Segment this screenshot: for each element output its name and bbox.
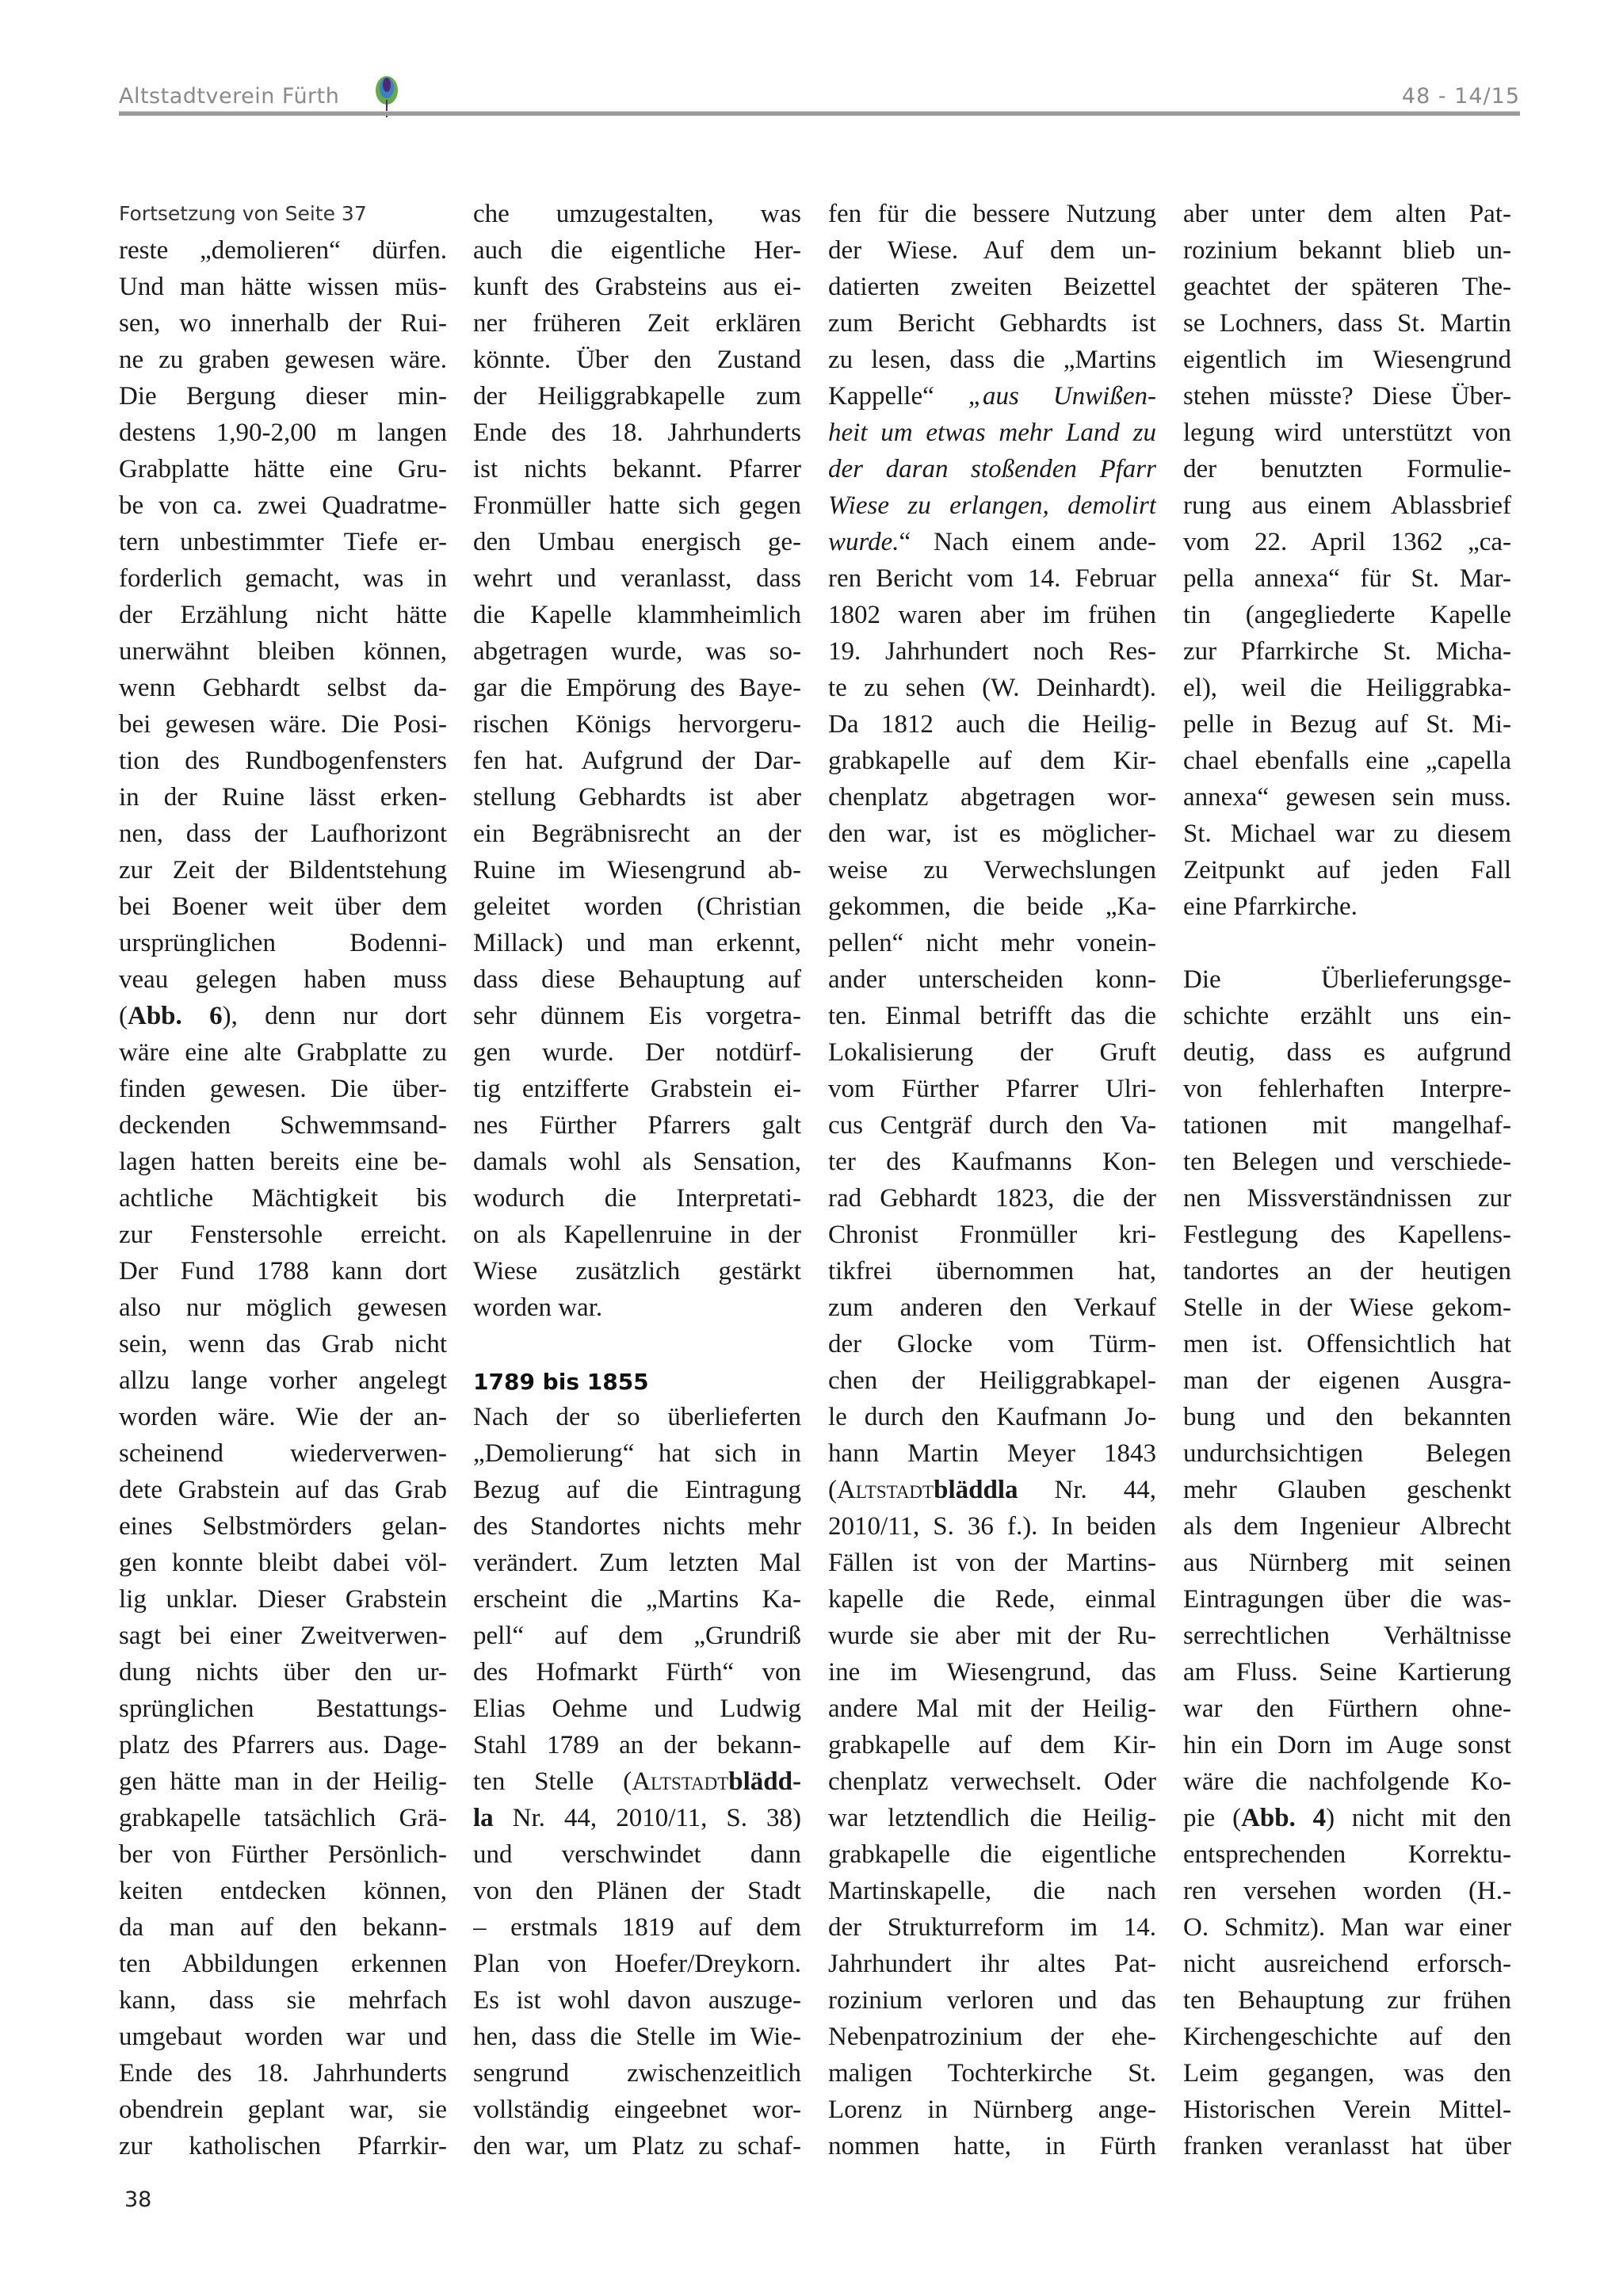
text-line: die Kapelle klammheimlich <box>473 601 801 629</box>
text-line: chael ebenfalls eine „capella <box>1183 747 1511 775</box>
text-line: Elias Oehme und Ludwig <box>473 1694 801 1723</box>
text-column-3 <box>828 196 1156 2164</box>
text-line: erscheint die „Martins Ka- <box>473 1585 801 1614</box>
text-line: Eintragungen über die was- <box>1183 1585 1511 1614</box>
text-line: aus Nürnberg mit seinen <box>1183 1549 1511 1577</box>
text-line: Nach der so überlieferten <box>473 1403 801 1431</box>
text-line: wehrt und veranlasst, dass <box>473 564 801 593</box>
text-line: sehr dünnem Eis vorgetra- <box>473 1002 801 1030</box>
reference-line <box>473 1800 801 1836</box>
text-line: ren Bericht vom 14. Februar <box>828 564 1156 593</box>
text-line: grabkapelle die eigentliche <box>828 1840 1156 1869</box>
text-line: wäre eine alte Grabplatte zu <box>119 1038 447 1067</box>
text-line: zu lesen, dass die „Martins <box>828 346 1156 374</box>
quote-prefix: Kappelle“ <box>828 382 968 411</box>
text-line: kapelle die Rede, einmal <box>828 1585 1156 1614</box>
text-line: Die Bergung dieser min- <box>119 382 447 411</box>
ref-text: ( <box>828 1476 837 1504</box>
text-line: on als Kapellenruine in der <box>473 1221 801 1249</box>
ref-text: Nr. 44, 2010/11, S. 38) <box>493 1804 801 1832</box>
text-line: be von ca. zwei Quadratme- <box>119 491 447 520</box>
continuation-note: Fortsetzung von Seite 37 <box>119 202 367 225</box>
text-line: fen hat. Aufgrund der Dar- <box>473 747 801 775</box>
text-line: worden wäre. Wie der an- <box>119 1403 447 1431</box>
text-line: da man auf den bekann- <box>119 1913 447 1942</box>
text-line: gen konnte bleibt dabei völ- <box>119 1549 447 1577</box>
text-line: gen hätte man in der Heilig- <box>119 1767 447 1796</box>
page-number: 38 <box>124 2187 152 2212</box>
header-rule <box>119 111 1520 116</box>
text-line: Ende des 18. Jahrhunderts <box>119 2059 447 2088</box>
text-line: serrechtlichen Verhältnisse <box>1183 1622 1511 1650</box>
text-line: von fehlerhaften Interpre- <box>1183 1075 1511 1103</box>
text-line: als dem Ingenieur Albrecht <box>1183 1512 1511 1541</box>
column-4-paragraph-1 <box>1183 196 1511 925</box>
text-line: nommen hatte, in Fürth <box>828 2132 1156 2160</box>
text-line: heit um etwas mehr Land zu <box>828 418 1156 447</box>
text-line: ten. Einmal betrifft das die <box>828 1002 1156 1030</box>
text-line: datierten zweiten Beizettel <box>828 273 1156 301</box>
quote-end-line <box>828 524 1156 560</box>
text-line: geachtet der späteren The- <box>1183 273 1511 301</box>
text-line: Fronmüller hatte sich gegen <box>473 491 801 520</box>
text-line: zur Fenstersohle erreicht. <box>119 1221 447 1249</box>
text-line: ine im Wiesengrund, das <box>828 1658 1156 1687</box>
text-line: gekommen, die beide „Ka- <box>828 892 1156 921</box>
text-line: dung nichts über den ur- <box>119 1658 447 1687</box>
text-line: dete Grabstein auf das Grab <box>119 1476 447 1504</box>
text-line: man der eigenen Ausgra- <box>1183 1366 1511 1395</box>
text-line: entsprechenden Korrektu- <box>1183 1840 1511 1869</box>
text-line: ter des Kaufmanns Kon- <box>828 1148 1156 1176</box>
text-line: auch die eigentliche Her- <box>473 236 801 265</box>
text-line: platz des Pfarrers aus. Dage- <box>119 1731 447 1759</box>
text-line: war den Fürthern ohne- <box>1183 1694 1511 1723</box>
text-line: schichte erzählt uns ein- <box>1183 1002 1511 1030</box>
ref-text: ) nicht mit den <box>1326 1804 1511 1832</box>
text-line: tern unbestimmter Tiefe er- <box>119 528 447 556</box>
text-line: rozinium bekannt blieb un- <box>1183 236 1511 265</box>
text-line: hen, dass die Stelle im Wie- <box>473 2023 801 2051</box>
quote-italic: „aus Unwißen- <box>968 382 1156 411</box>
text-line: Da 1812 auch die Heilig- <box>828 710 1156 739</box>
text-line: damals wohl als Sensation, <box>473 1148 801 1176</box>
publisher-name: Altstadtverein Fürth <box>119 84 340 109</box>
text-line: scheinend wiederverwen- <box>119 1439 447 1468</box>
text-line: zur Zeit der Bildentstehung <box>119 856 447 884</box>
text-line: nicht ausreichend erforsch- <box>1183 1950 1511 1978</box>
text-line: veau gelegen haben muss <box>119 965 447 994</box>
text-line: rozinium verloren und das <box>828 1986 1156 2015</box>
text-line: nen Missverständnissen zur <box>1183 1184 1511 1213</box>
text-line: in der Ruine lässt erken- <box>119 783 447 812</box>
quote-line <box>828 378 1156 415</box>
text-line: 1802 waren aber im frühen <box>828 601 1156 629</box>
text-line: chenplatz abgetragen wor- <box>828 783 1156 812</box>
text-line: Martinskapelle, die nach <box>828 1877 1156 1905</box>
quote-rest: “ Nach einem ande- <box>899 528 1156 556</box>
text-line: Historischen Verein Mittel- <box>1183 2095 1511 2124</box>
text-line: el), weil die Heiliggrabka- <box>1183 674 1511 702</box>
text-line: lagen hatten bereits eine be- <box>119 1148 447 1176</box>
text-line: der daran stoßenden Pfarr <box>828 455 1156 483</box>
text-line: ein Begräbnisrecht an der <box>473 819 801 848</box>
text-line: den Umbau energisch ge- <box>473 528 801 556</box>
text-line: wäre die nachfolgende Ko- <box>1183 1767 1511 1796</box>
text-line: vom 22. April 1362 „ca- <box>1183 528 1511 556</box>
quote-italic: wurde. <box>828 528 899 556</box>
text-line: Jahrhundert ihr altes Pat- <box>828 1950 1156 1978</box>
text-line: pella annexa“ für St. Mar- <box>1183 564 1511 593</box>
text-line: vollständig eingeebnet wor- <box>473 2095 801 2124</box>
text-line: allzu lange vorher angelegt <box>119 1366 447 1395</box>
figure-reference[interactable]: Abb. 4 <box>1241 1804 1327 1832</box>
text-line: geleitet worden (Christian <box>473 892 801 921</box>
text-line: Fällen ist von der Martins- <box>828 1549 1156 1577</box>
text-line: Und man hätte wissen müs- <box>119 273 447 301</box>
text-line: mehr Glauben geschenkt <box>1183 1476 1511 1504</box>
text-line: eines Selbstmörders gelan- <box>119 1512 447 1541</box>
text-line: sprünglichen Bestattungs- <box>119 1694 447 1723</box>
ref-text: pie ( <box>1183 1804 1242 1832</box>
text-line: Nebenpatrozinium der ehe- <box>828 2023 1156 2051</box>
text-line: zur Pfarrkirche St. Micha- <box>1183 637 1511 666</box>
text-line: tig entzifferte Grabstein ei- <box>473 1075 801 1103</box>
text-line: von den Plänen der Stadt <box>473 1877 801 1905</box>
paragraph-gap <box>473 1326 801 1362</box>
text-column-1 <box>119 196 447 2164</box>
text-line: andere Mal mit der Heilig- <box>828 1694 1156 1723</box>
text-line: bei gewesen wäre. Die Posi- <box>119 710 447 739</box>
journal-name-bold: la <box>473 1804 494 1832</box>
text-line: hin ein Dorn im Auge sonst <box>1183 1731 1511 1759</box>
journal-name-bold: blädd- <box>728 1767 801 1796</box>
text-line: Zeitpunkt auf jeden Fall <box>1183 856 1511 884</box>
text-line: rung aus einem Ablassbrief <box>1183 491 1511 520</box>
text-line: nen, dass der Laufhorizont <box>119 819 447 848</box>
ref-text: ten Stelle ( <box>473 1767 632 1796</box>
text-line: le durch den Kaufmann Jo- <box>828 1403 1156 1431</box>
text-line: den war, um Platz zu schaf- <box>473 2132 801 2160</box>
text-line: pellen“ nicht mehr vonein- <box>828 929 1156 957</box>
text-line: ten Behauptung zur frühen <box>1183 1986 1511 2015</box>
text-line: ten Belegen und verschiede- <box>1183 1148 1511 1176</box>
figure-reference[interactable]: Abb. 6 <box>128 1002 223 1030</box>
text-line: rischen Königs hervorgeru- <box>473 710 801 739</box>
text-line: abgetragen wurde, was so- <box>473 637 801 666</box>
text-line: reste „demolieren“ dürfen. <box>119 236 447 265</box>
text-line: ne zu graben gewesen wäre. <box>119 346 447 374</box>
running-header <box>119 76 1520 116</box>
text-line: am Fluss. Seine Kartierung <box>1183 1658 1511 1687</box>
text-line: maligen Tochterkirche St. <box>828 2059 1156 2088</box>
figure-ref-line <box>1183 1800 1511 1836</box>
text-line: Der Fund 1788 kann dort <box>119 1257 447 1286</box>
text-line: Kirchengeschichte auf den <box>1183 2023 1511 2051</box>
text-column-4 <box>1183 196 1511 2164</box>
text-line: St. Michael war zu diesem <box>1183 819 1511 848</box>
text-line: – erstmals 1819 auf dem <box>473 1913 801 1942</box>
text-line: chenplatz verwechselt. Oder <box>828 1767 1156 1796</box>
text-line: hann Martin Meyer 1843 <box>828 1439 1156 1468</box>
text-line: vom Fürther Pfarrer Ulri- <box>828 1075 1156 1103</box>
text-line: men ist. Offensichtlich hat <box>1183 1330 1511 1358</box>
text-line: wurde sie aber mit der Ru- <box>828 1622 1156 1650</box>
text-line: Festlegung des Kapellens- <box>1183 1221 1511 1249</box>
journal-name-smallcaps: Altstadt <box>837 1476 934 1504</box>
text-line: der benutzten Formulie- <box>1183 455 1511 483</box>
text-line: undurchsichtigen Belegen <box>1183 1439 1511 1468</box>
journal-name-bold: bläddla <box>934 1476 1018 1504</box>
text-line: fen für die bessere Nutzung <box>828 200 1156 228</box>
text-line: bei Boener weit über dem <box>119 892 447 921</box>
text-line: te zu sehen (W. Deinhardt). <box>828 674 1156 702</box>
text-line: grabkapelle auf dem Kir- <box>828 747 1156 775</box>
text-line: keiten entdecken können, <box>119 1877 447 1905</box>
text-line: O. Schmitz). Man war einer <box>1183 1913 1511 1942</box>
text-line: tationen mit mangelhaf- <box>1183 1111 1511 1140</box>
text-line: gen wurde. Der notdürf- <box>473 1038 801 1067</box>
text-line: der Heiliggrabkapelle zum <box>473 382 801 411</box>
text-line: zur katholischen Pfarrkir- <box>119 2132 447 2160</box>
text-line: Wiese zu erlangen, demolirt <box>828 491 1156 520</box>
text-line: Grabplatte hätte eine Gru- <box>119 455 447 483</box>
text-line: Stahl 1789 an der bekann- <box>473 1731 801 1759</box>
text-line: se Lochners, dass St. Martin <box>1183 309 1511 338</box>
text-line: bung und den bekannten <box>1183 1403 1511 1431</box>
column-2-body-a <box>473 196 801 1326</box>
text-line: achtliche Mächtigkeit bis <box>119 1184 447 1213</box>
text-line: wenn Gebhardt selbst da- <box>119 674 447 702</box>
text-line: legung wird unterstützt von <box>1183 418 1511 447</box>
text-line: tin (angegliederte Kapelle <box>1183 601 1511 629</box>
text-line: der Erzählung nicht hätte <box>119 601 447 629</box>
text-line: ursprünglichen Bodenni- <box>119 929 447 957</box>
text-line: eine Pfarrkirche. <box>1183 892 1358 921</box>
column-2-body-b <box>473 1399 801 1763</box>
text-line: worden war. <box>473 1293 603 1322</box>
text-line: ten Abbildungen erkennen <box>119 1950 447 1978</box>
text-line: ren versehen worden (H.- <box>1183 1877 1511 1905</box>
text-line: unerwähnt bleiben können, <box>119 637 447 666</box>
text-line: kann, dass sie mehrfach <box>119 1986 447 2015</box>
text-line: che umzugestalten, was <box>473 200 801 228</box>
italic-quote <box>828 415 1156 524</box>
text-line: den war, ist es möglicher- <box>828 819 1156 848</box>
text-line: grabkapelle tatsächlich Grä- <box>119 1804 447 1832</box>
text-line: kunft des Grabsteins aus ei- <box>473 273 801 301</box>
reference-line <box>828 1472 1156 1508</box>
column-2-body-c <box>473 1836 801 2164</box>
text-line: chen der Heiliggrabkapel- <box>828 1366 1156 1395</box>
text-line: Plan von Hoefer/Dreykorn. <box>473 1950 801 1978</box>
text-line: Bezug auf die Eintragung <box>473 1476 801 1504</box>
text-line: Millack) und man erkennt, <box>473 929 801 957</box>
text-line: Ruine im Wiesengrund ab- <box>473 856 801 884</box>
column-1-body <box>119 232 447 2164</box>
text-line: könnte. Über den Zustand <box>473 346 801 374</box>
text-line: destens 1,90-2,00 m langen <box>119 418 447 447</box>
text-line: Es ist wohl davon auszuge- <box>473 1986 801 2015</box>
column-4-paragraph-2b <box>1183 1836 1511 2164</box>
text-line: sengrund zwischenzeitlich <box>473 2059 801 2088</box>
text-line: forderlich gemacht, was in <box>119 564 447 593</box>
text-line: 2010/11, S. 36 f.). In beiden <box>828 1512 1156 1541</box>
text-line: ander unterscheiden konn- <box>828 965 1156 994</box>
issue-number: 48 - 14/15 <box>1401 84 1520 109</box>
text-line: wodurch die Interpretati- <box>473 1184 801 1213</box>
text-line: ner früheren Zeit erklären <box>473 309 801 338</box>
text-line: Stelle in der Wiese gekom- <box>1183 1293 1511 1322</box>
text-line: sein, wenn das Grab nicht <box>119 1330 447 1358</box>
column-4-paragraph-2a <box>1183 961 1511 1800</box>
text-line: Die Überlieferungsge- <box>1183 965 1511 994</box>
text-line: des Standortes nichts mehr <box>473 1512 801 1541</box>
text-line: stellung Gebhardts ist aber <box>473 783 801 812</box>
text-line: obendrein geplant war, sie <box>119 2095 447 2124</box>
text-line: pell“ auf dem „Grundriß <box>473 1622 801 1650</box>
text-line: umgebaut worden war und <box>119 2023 447 2051</box>
text-line: also nur möglich gewesen <box>119 1293 447 1322</box>
text-line: Wiese zusätzlich gestärkt <box>473 1257 801 1286</box>
text-line: Ende des 18. Jahrhunderts <box>473 418 801 447</box>
text-line: der Strukturreform im 14. <box>828 1913 1156 1942</box>
text-line: Lokalisierung der Gruft <box>828 1038 1156 1067</box>
text-line: annexa“ gewesen sein muss. <box>1183 783 1511 812</box>
text-line: grabkapelle auf dem Kir- <box>828 1731 1156 1759</box>
text-line: ist nichts bekannt. Pfarrer <box>473 455 801 483</box>
column-3-body-b <box>828 560 1156 1472</box>
text-line: zum Bericht Gebhardts ist <box>828 309 1156 338</box>
text-line: „Demolierung“ hat sich in <box>473 1439 801 1468</box>
text-line: deckenden Schwemmsand- <box>119 1111 447 1140</box>
text-line: deutig, dass es aufgrund <box>1183 1038 1511 1067</box>
text-line: tandortes an der heutigen <box>1183 1257 1511 1286</box>
text-line: sen, wo innerhalb der Rui- <box>119 309 447 338</box>
text-line: Chronist Fronmüller kri- <box>828 1221 1156 1249</box>
text-line: weise zu Verwechslungen <box>828 856 1156 884</box>
text-line: cus Centgräf durch den Va- <box>828 1111 1156 1140</box>
text-line: franken veranlasst hat über <box>1183 2132 1511 2160</box>
ref-text: Nr. 44, <box>1018 1476 1156 1504</box>
text-line: tion des Rundbogenfensters <box>119 747 447 775</box>
text-line: sagt bei einer Zweitverwen- <box>119 1622 447 1650</box>
text-line: ber von Fürther Persönlich- <box>119 1840 447 1869</box>
text-line: tikfrei übernommen hat, <box>828 1257 1156 1286</box>
text-line: pelle in Bezug auf St. Mi- <box>1183 710 1511 739</box>
text-line: (Abb. 6), denn nur dort <box>119 1002 447 1030</box>
reference-line <box>473 1763 801 1800</box>
text-line: Leim gegangen, was den <box>1183 2059 1511 2088</box>
text-line: war letztendlich die Heilig- <box>828 1804 1156 1832</box>
text-line: lig unklar. Dieser Grabstein <box>119 1585 447 1614</box>
text-line: der Wiese. Auf dem un- <box>828 236 1156 265</box>
text-line: der Glocke vom Türm- <box>828 1330 1156 1358</box>
text-column-2 <box>473 196 801 2164</box>
text-line: 19. Jahrhundert noch Res- <box>828 637 1156 666</box>
text-line: aber unter dem alten Pat- <box>1183 200 1511 228</box>
section-heading: 1789 bis 1855 <box>473 1369 649 1395</box>
column-3-body-c <box>828 1508 1156 2164</box>
journal-name-smallcaps: Altstadt <box>632 1767 729 1796</box>
text-line: des Hofmarkt Fürth“ von <box>473 1658 801 1687</box>
column-3-body-a <box>828 196 1156 378</box>
text-line: rad Gebhardt 1823, die der <box>828 1184 1156 1213</box>
text-line: und verschwindet dann <box>473 1840 801 1869</box>
text-line: dass diese Behauptung auf <box>473 965 801 994</box>
text-line: gar die Empörung des Baye- <box>473 674 801 702</box>
text-line: finden gewesen. Die über- <box>119 1075 447 1103</box>
text-line: zum anderen den Verkauf <box>828 1293 1156 1322</box>
text-line: nes Fürther Pfarrers galt <box>473 1111 801 1140</box>
text-line: Lorenz in Nürnberg ange- <box>828 2095 1156 2124</box>
text-line: eigentlich im Wiesengrund <box>1183 346 1511 374</box>
text-line: verändert. Zum letzten Mal <box>473 1549 801 1577</box>
paragraph-gap <box>1183 925 1511 961</box>
text-line: stehen müsste? Diese Über- <box>1183 382 1511 411</box>
